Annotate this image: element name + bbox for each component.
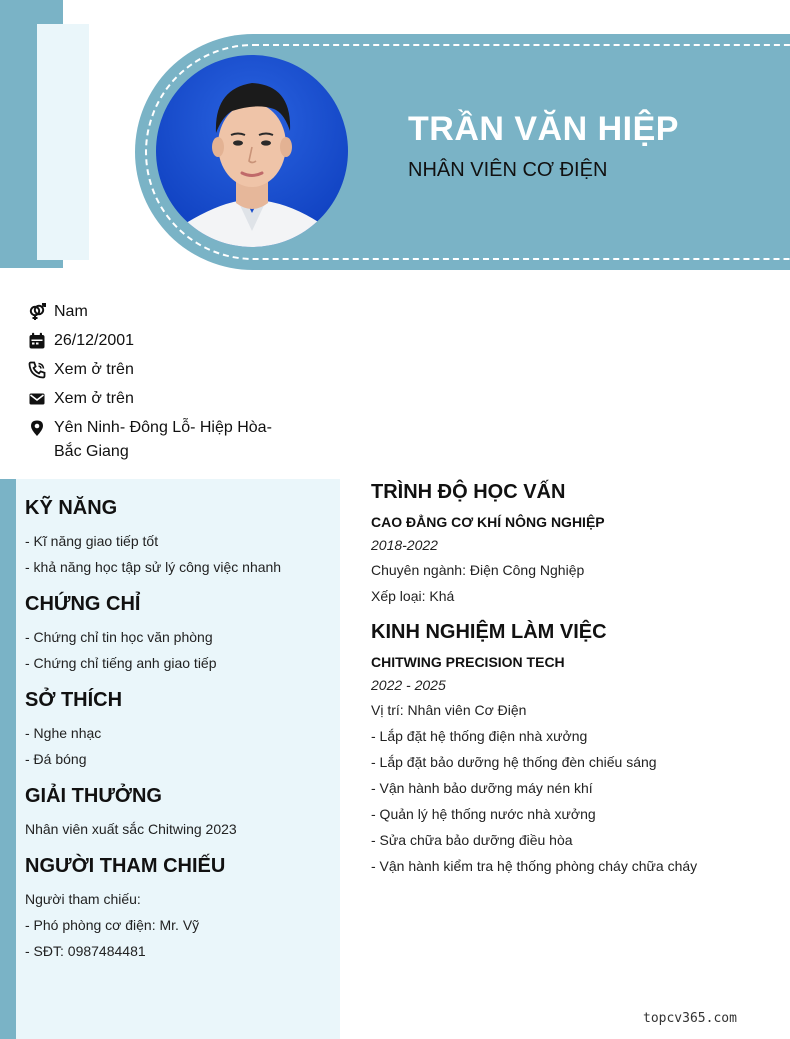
list-item: Vị trí: Nhân viên Cơ Điện — [371, 702, 527, 718]
company-name: CHITWING PRECISION TECH — [371, 654, 565, 670]
right-column — [371, 481, 781, 891]
birthday-value: 26/12/2001 — [54, 332, 135, 349]
avatar — [156, 55, 348, 247]
profile-photo — [156, 55, 348, 247]
hobbies-section — [25, 689, 330, 772]
section-title: KỸ NĂNG — [25, 497, 118, 519]
list-item: - Lắp đặt bảo dưỡng hệ thống đèn chiếu sáng — [371, 754, 657, 770]
phone-icon — [28, 358, 54, 382]
list-item: Chuyên ngành: Điện Công Nghiệp — [371, 562, 585, 578]
list-item: - Phó phòng cơ điện: Mr. Vỹ — [25, 917, 200, 933]
list-item: - Nghe nhạc — [25, 725, 102, 741]
awards-section — [25, 785, 330, 842]
gender-icon — [28, 300, 54, 324]
left-accent-strip — [0, 479, 16, 1039]
contact-birthday — [28, 329, 288, 353]
list-item: Người tham chiếu: — [25, 891, 141, 907]
school-name: CAO ĐẲNG CƠ KHÍ NÔNG NGHIỆP — [371, 514, 605, 530]
list-item: - Sửa chữa bảo dưỡng điều hòa — [371, 832, 573, 848]
certificates-section — [25, 593, 330, 676]
education-section — [371, 481, 781, 609]
references-section — [25, 855, 330, 964]
section-title: NGƯỜI THAM CHIẾU — [25, 855, 226, 877]
decorative-panel — [37, 24, 89, 260]
email-icon — [28, 387, 54, 411]
section-title: TRÌNH ĐỘ HỌC VẤN — [371, 481, 566, 503]
calendar-icon — [28, 329, 54, 353]
list-item: - SĐT: 0987484481 — [25, 943, 146, 959]
phone-value: Xem ở trên — [54, 361, 134, 378]
experience-section — [371, 621, 781, 879]
contact-gender — [28, 300, 288, 324]
list-item: - Chứng chỉ tiếng anh giao tiếp — [25, 655, 217, 671]
experience-period: 2022 - 2025 — [371, 677, 446, 693]
list-item: - Quản lý hệ thống nước nhà xưởng — [371, 806, 596, 822]
section-title: CHỨNG CHỈ — [25, 593, 141, 615]
list-item: - Kĩ năng giao tiếp tốt — [25, 533, 159, 549]
list-item: - Chứng chỉ tin học văn phòng — [25, 629, 213, 645]
candidate-name: TRẦN VĂN HIỆP — [408, 110, 679, 148]
section-title: GIẢI THƯỞNG — [25, 785, 162, 807]
section-title: KINH NGHIỆM LÀM VIỆC — [371, 621, 607, 643]
watermark: topcv365.com — [643, 1011, 737, 1026]
gender-value: Nam — [54, 303, 88, 320]
list-item: - khả năng học tập sử lý công việc nhanh — [25, 559, 282, 575]
job-title: NHÂN VIÊN CƠ ĐIỆN — [408, 159, 608, 181]
left-column — [16, 479, 340, 1039]
list-item: - Lắp đặt hệ thống điện nhà xưởng — [371, 728, 588, 744]
list-item: - Đá bóng — [25, 751, 87, 767]
location-pin-icon — [28, 416, 54, 440]
list-item: - Vận hành kiểm tra hệ thống phòng cháy chữa cháy — [371, 858, 698, 874]
contact-address — [28, 416, 288, 464]
section-title: SỞ THÍCH — [25, 689, 123, 711]
list-item: Nhân viên xuất sắc Chitwing 2023 — [25, 821, 237, 837]
education-period: 2018-2022 — [371, 537, 438, 553]
contact-info — [28, 300, 288, 469]
contact-phone — [28, 358, 288, 382]
address-value: Yên Ninh- Đông Lỗ- Hiệp Hòa- Bắc Giang — [54, 419, 272, 460]
contact-email — [28, 387, 288, 411]
list-item: Xếp loại: Khá — [371, 588, 455, 604]
skills-section — [25, 497, 330, 580]
list-item: - Vận hành bảo dưỡng máy nén khí — [371, 780, 593, 796]
email-value: Xem ở trên — [54, 390, 134, 407]
